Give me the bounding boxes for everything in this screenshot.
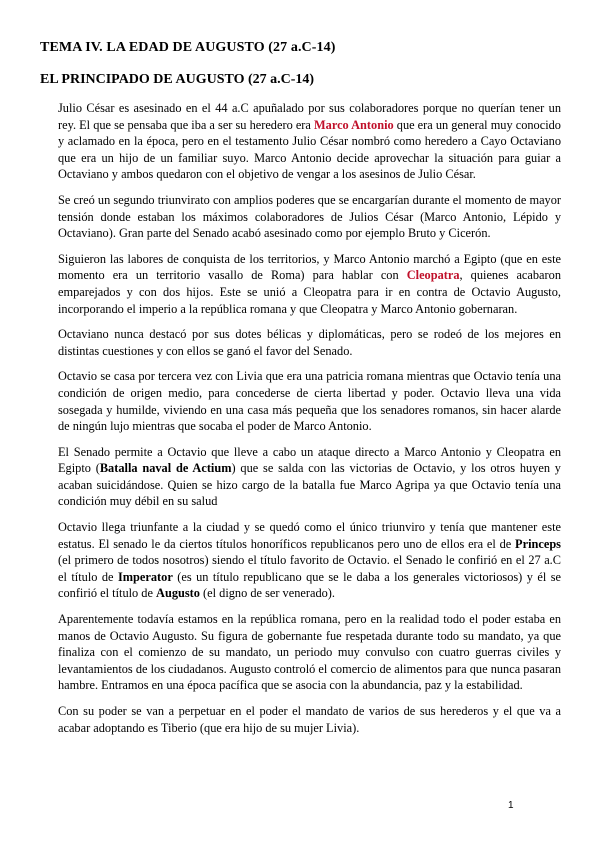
text-run: (el primero de todos nosotros) siendo el título favorito de Octavio. el Senado le confirió en el 27 a.C el título de bbox=[58, 553, 561, 584]
text-run: que era un general muy conocido y aclamado en la época, pero en el testamento Julio César nombró como heredero a Cayo Octaviano que era un hijo de un familiar suyo. Marco Antonio decide aprovechar la situación para guiar a Octaviano y ambos quedaron con el objetivo de vengar a los asesinos de Julio César. bbox=[58, 117, 561, 182]
bold-term: Batalla naval de Actium bbox=[99, 461, 232, 476]
text-run: Con su poder se van a perpetuar en el poder el mandato de varios de sus herederos y el que va a acabar adoptando es Tiberio (que era hijo de su mujer Livia). bbox=[58, 704, 561, 735]
text-run: Aparentemente todavía estamos en la república romana, pero en la realidad todo el poder estaba en manos de Octavio Augusto. Su figura de gobernante fue respetada durante todo su mandato, ya que finaliza con el comienzo de su mandato, un periodo muy convulso con cuatro guerras civiles y levantamientos de los ciudadanos. Augusto controló el comercio de alimentos para que nunca pasaran hambre. Entramos en una época pacífica que se asocia con la abundancia, paz y la estabilidad. bbox=[58, 612, 561, 693]
text-run: (es un título republicano que se le daba a los generales victoriosos) y él se confirió el título de bbox=[58, 569, 561, 601]
paragraph bbox=[58, 326, 561, 359]
text-run: Se creó un segundo triunvirato con amplios poderes que se encargarían durante el momento de mayor tensión donde estaban los máximos colaboradores de Julios César (Marco Antonio, Lépido y Octaviano). Gran parte del Senado acabó asesinado como por ejemplo Bruto y Cicerón. bbox=[58, 192, 561, 241]
highlighted-name: Cleopatra bbox=[406, 268, 460, 283]
paragraph bbox=[58, 192, 561, 242]
bold-term: Imperator bbox=[117, 569, 173, 584]
text-run: Siguieron las labores de conquista de los territorios, y Marco Antonio marchó a Egipto (que en este momento era un territorio vasallo de Roma) para hablar con bbox=[58, 251, 561, 283]
bold-term: Augusto bbox=[156, 586, 200, 601]
text-run: ) que se salda con las victorias de Octavio, y los otros huyen y acaban suicidándose. Quien se hizo cargo de la batalla fue Marco Agripa ya que Octavio tenía una condición muy débil en su salud bbox=[58, 461, 561, 509]
text-run: (el digno de ser venerado). bbox=[199, 586, 335, 601]
paragraph bbox=[58, 368, 561, 434]
text-run: Octaviano nunca destacó por sus dotes bélicas y diplomáticas, pero se rodeó de los mejores en distintas cuestiones y con ellos se ganó el favor del Senado. bbox=[58, 327, 561, 358]
text-run: Octavio llega triunfante a la ciudad y se quedó como el único triunviro y tenía que mantener este estatus. El senado le da ciertos títulos honoríficos republicanos pero uno de ellos era el de bbox=[58, 520, 561, 551]
document-title: TEMA IV. LA EDAD DE AUGUSTO (27 a.C-14) bbox=[40, 40, 336, 55]
paragraph bbox=[58, 251, 561, 317]
bold-term: Princeps bbox=[515, 536, 561, 551]
paragraph bbox=[58, 100, 561, 183]
paragraph bbox=[58, 519, 561, 602]
document-body bbox=[58, 100, 561, 745]
paragraph bbox=[58, 444, 561, 510]
document-subtitle: EL PRINCIPADO DE AUGUSTO (27 a.C-14) bbox=[40, 72, 315, 87]
paragraph bbox=[58, 611, 561, 694]
text-run: , quienes acabaron emparejados y con dos hijos. Este se unió a Cleopatra para ir en contra de Octavio Augusto, incorporando el imperio a la república romana y que Cleopatra y Marco Antonio gobernaran. bbox=[58, 268, 561, 316]
text-run: Octavio se casa por tercera vez con Livia que era una patricia romana mientras que Octavio tenía una condición de origen medio, para concederse de cierta libertad y poder. Octavio lleva una vida sosegada y humilde, viviendo en una casa más pequeña que los senadores romanos, sin hacer alarde de ningún lujo mientras que socaba el poder de Marco Antonio. bbox=[58, 369, 561, 434]
text-run: Julio César es asesinado en el 44 a.C apuñalado por sus colaboradores porque no querían tener un rey. El que se pensaba que iba a ser su heredero era bbox=[58, 101, 561, 132]
page-number: 1 bbox=[508, 800, 514, 811]
paragraph bbox=[58, 703, 561, 736]
text-run: El Senado permite a Octavio que lleve a cabo un ataque directo a Marco Antonio y Cleopatra en Egipto ( bbox=[58, 444, 561, 476]
highlighted-name: Marco Antonio bbox=[314, 117, 394, 132]
